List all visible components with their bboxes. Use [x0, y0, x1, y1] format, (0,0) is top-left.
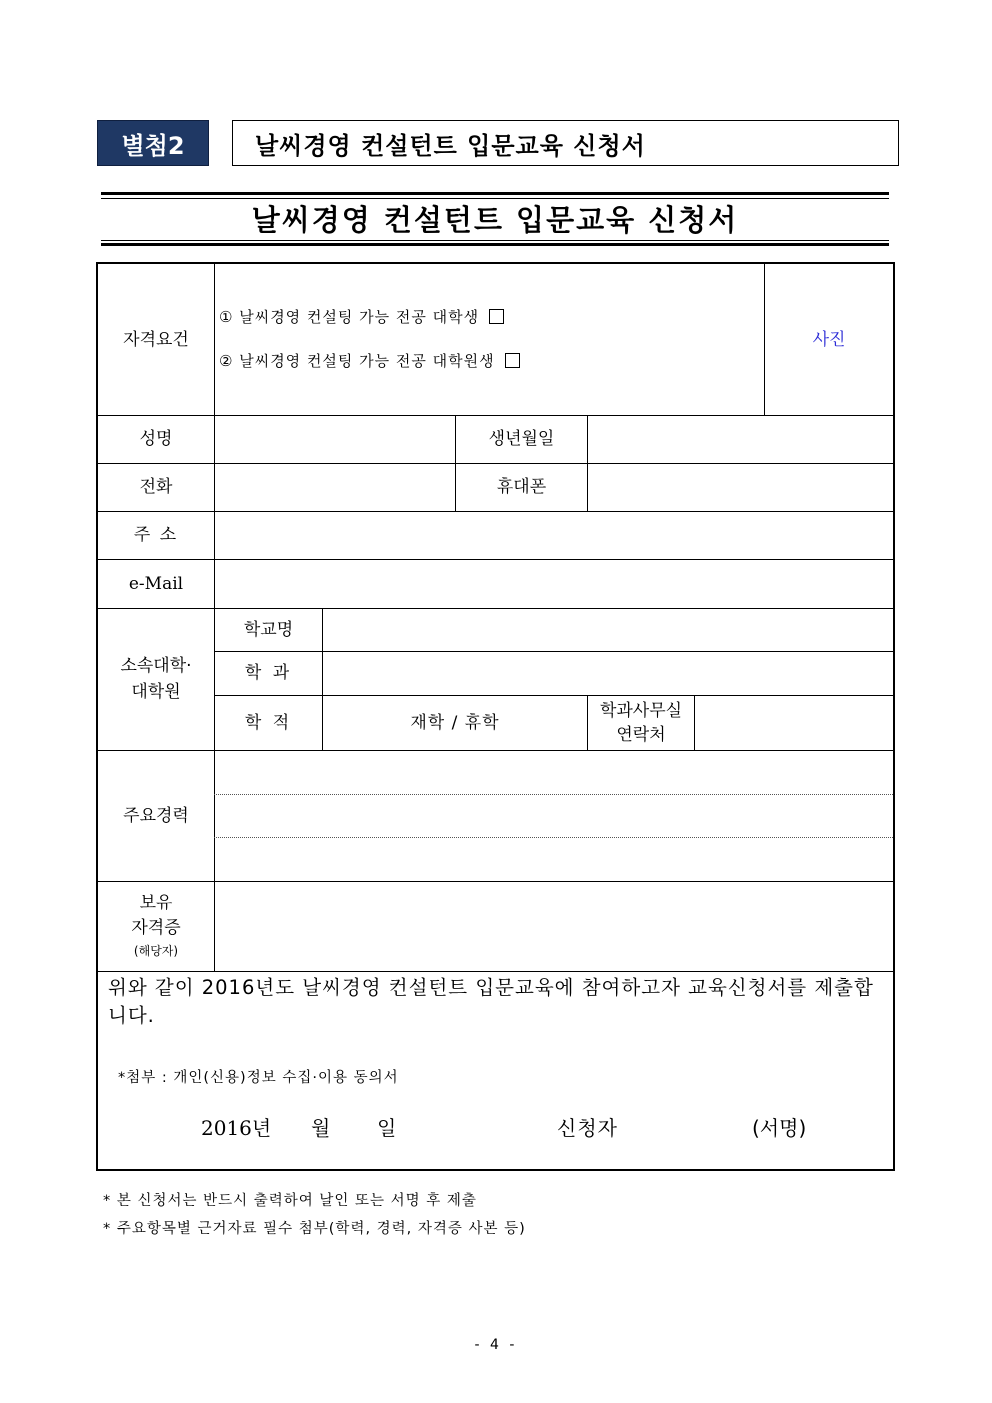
affiliation-label-line1: 소속대학·	[120, 656, 192, 676]
cert-label	[98, 881, 214, 971]
cert-label-note: (해당자)	[133, 944, 179, 958]
applicant-label: 신청자	[557, 1116, 618, 1140]
header-title: 날씨경영 컨설턴트 입문교육 신청서	[232, 120, 899, 166]
career-field-1[interactable]	[215, 750, 893, 794]
cert-field[interactable]	[215, 881, 893, 971]
sign-year: 2016년	[201, 1116, 272, 1140]
page-number: - 4 -	[474, 1337, 518, 1353]
mobile-label: 휴대폰	[496, 477, 547, 497]
note-2: * 주요항목별 근거자료 필수 첨부(학력, 경력, 자격증 사본 등)	[103, 1221, 526, 1237]
sign-day: 일	[377, 1116, 397, 1140]
form-title: 날씨경영 컨설턴트 입문교육 신청서	[251, 202, 739, 237]
birthdate-label: 생년월일	[488, 429, 555, 449]
address-label: 주 소	[133, 525, 179, 545]
phone-label: 전화	[139, 477, 173, 497]
qualification-option-2-label: ② 날씨경영 컨설팅 가능 전공 대학원생	[219, 352, 495, 370]
mobile-field[interactable]	[588, 463, 893, 511]
status-options[interactable]: 재학 / 휴학	[410, 712, 500, 733]
application-form	[96, 262, 895, 1171]
attachment-badge: 별첨2	[97, 120, 209, 166]
title-rule-bottom-thin	[101, 240, 889, 241]
status-label: 학 적	[244, 712, 293, 733]
department-label: 학 과	[244, 663, 293, 683]
phone-field[interactable]	[215, 463, 455, 511]
qualification-label: 자격요건	[123, 329, 189, 350]
qualification-option-1-label: ① 날씨경영 컨설팅 가능 전공 대학생	[219, 308, 480, 326]
dept-office-field[interactable]	[695, 695, 893, 750]
photo-placeholder[interactable]: 사진	[812, 329, 846, 350]
attachment-note: *첨부 : 개인(신용)정보 수집·이용 동의서	[118, 1070, 399, 1086]
title-rule-bottom-thick	[101, 243, 889, 246]
career-field-3[interactable]	[215, 837, 893, 881]
sign-month: 월	[311, 1116, 331, 1140]
dept-office-label	[588, 695, 694, 750]
cert-label-line1: 보유	[139, 893, 173, 913]
affiliation-label	[98, 608, 214, 750]
email-label: e-Mail	[128, 573, 184, 594]
cert-label-line2: 자격증	[131, 918, 181, 938]
grid-line	[98, 971, 893, 972]
signature-label[interactable]: (서명)	[752, 1116, 807, 1140]
affiliation-label-line2: 대학원	[131, 682, 181, 702]
statement-text: 위와 같이 2016년도 날씨경영 컨설턴트 입문교육에 참여하고자 교육신청서를 제출합니다.	[108, 976, 874, 1027]
undergraduate-checkbox[interactable]	[489, 309, 504, 324]
department-field[interactable]	[323, 651, 893, 695]
name-label: 성명	[139, 429, 173, 449]
qualification-option-1[interactable]	[219, 306, 504, 327]
note-1: * 본 신청서는 반드시 출력하여 날인 또는 서명 후 제출	[103, 1193, 477, 1209]
career-field-2[interactable]	[215, 794, 893, 837]
dept-office-label-line2: 연락처	[616, 724, 666, 745]
email-field[interactable]	[215, 559, 893, 608]
graduate-checkbox[interactable]	[505, 353, 520, 368]
school-label: 학교명	[243, 619, 294, 640]
dept-office-label-line1: 학과사무실	[599, 700, 683, 721]
title-rule-top-thick	[101, 192, 889, 195]
birthdate-field[interactable]	[588, 415, 893, 463]
school-field[interactable]	[323, 608, 893, 651]
qualification-option-2[interactable]	[219, 350, 520, 371]
name-field[interactable]	[215, 415, 455, 463]
career-label: 주요경력	[123, 805, 189, 826]
address-field[interactable]	[215, 511, 893, 559]
